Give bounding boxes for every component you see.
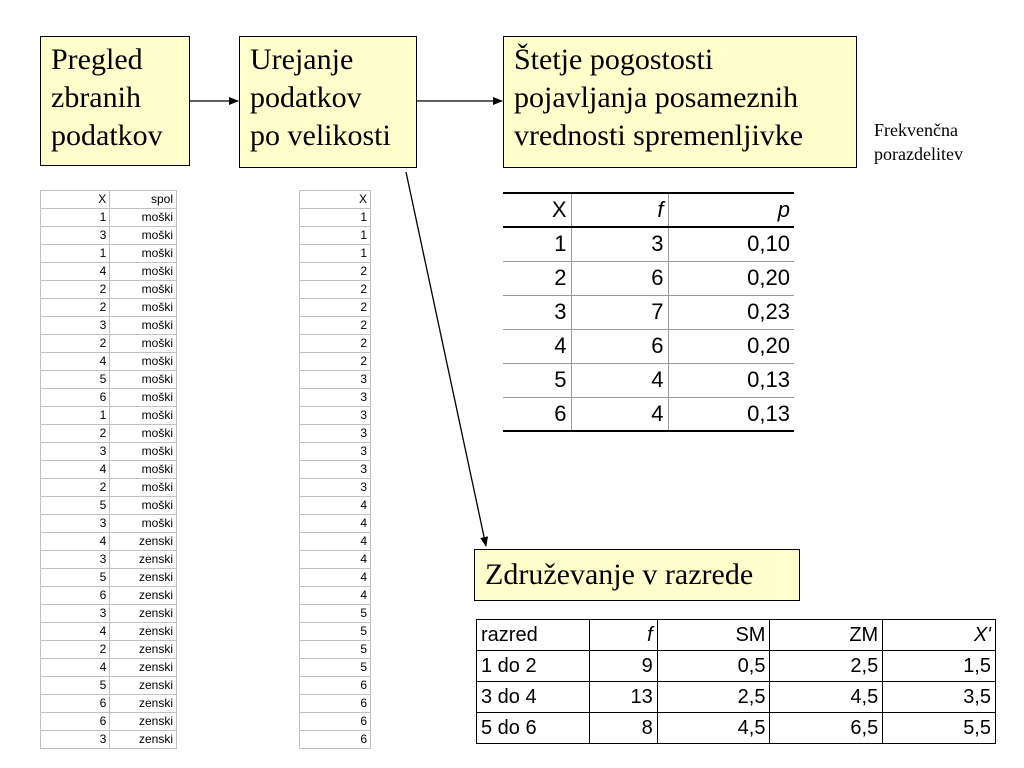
- sorted-cell-x: 3: [300, 371, 371, 389]
- raw-cell-x: 2: [41, 335, 110, 353]
- freq-cell-x: 5: [503, 363, 571, 397]
- raw-cell-spol: moški: [110, 497, 177, 515]
- sorted-cell-x: 2: [300, 299, 371, 317]
- class-row: [477, 713, 996, 744]
- class-cell-sm: 4,5: [657, 713, 770, 744]
- freq-header-x: X: [503, 193, 571, 227]
- raw-cell-spol: moški: [110, 371, 177, 389]
- step-counting-line-1: Štetje pogostosti: [514, 43, 714, 76]
- sorted-cell-x: 6: [300, 713, 371, 731]
- sorted-cell-x: 3: [300, 479, 371, 497]
- class-cell-razred: 3 do 4: [477, 682, 590, 713]
- sorted-cell-x: 3: [300, 461, 371, 479]
- freq-cell-x: 1: [503, 227, 571, 261]
- freq-header-p: p: [668, 193, 794, 227]
- arrow-sorted-to-grouping: [406, 172, 486, 546]
- sorted-cell-x: 2: [300, 317, 371, 335]
- raw-row: [41, 371, 177, 389]
- freq-cell-x: 6: [503, 397, 571, 431]
- sorted-cell-x: 5: [300, 659, 371, 677]
- raw-cell-x: 5: [41, 371, 110, 389]
- sorted-cell-x: 6: [300, 695, 371, 713]
- step-sorted-line-3: po velikosti: [250, 119, 391, 152]
- raw-cell-x: 4: [41, 533, 110, 551]
- sorted-row: [300, 389, 371, 407]
- sorted-row: [300, 515, 371, 533]
- frequency-table: [503, 192, 794, 432]
- raw-row: [41, 443, 177, 461]
- raw-cell-spol: zenski: [110, 587, 177, 605]
- sorted-row: [300, 479, 371, 497]
- freq-header-row: [503, 193, 794, 227]
- raw-row: [41, 299, 177, 317]
- raw-cell-x: 4: [41, 461, 110, 479]
- note-line-1: Frekvenčna: [874, 120, 958, 140]
- sorted-row: [300, 677, 371, 695]
- sorted-row: [300, 623, 371, 641]
- sorted-cell-x: 3: [300, 425, 371, 443]
- step-counting-line-2: pojavljanja posameznih: [514, 81, 799, 114]
- sorted-header-row: [300, 191, 371, 209]
- step-collected-line-1: Pregled: [51, 43, 143, 76]
- class-cell-f: 9: [589, 651, 657, 682]
- sorted-cell-x: 4: [300, 551, 371, 569]
- raw-cell-spol: zenski: [110, 713, 177, 731]
- raw-row: [41, 245, 177, 263]
- raw-cell-spol: moški: [110, 281, 177, 299]
- sorted-row: [300, 713, 371, 731]
- note-line-2: porazdelitev: [874, 144, 963, 164]
- raw-cell-spol: moški: [110, 389, 177, 407]
- raw-cell-x: 5: [41, 497, 110, 515]
- step-sorted-line-1: Urejanje: [250, 43, 354, 76]
- raw-cell-x: 1: [41, 209, 110, 227]
- raw-row: [41, 587, 177, 605]
- sorted-cell-x: 6: [300, 731, 371, 749]
- sorted-cell-x: 3: [300, 389, 371, 407]
- class-header-xprime: X': [883, 620, 996, 651]
- raw-row: [41, 713, 177, 731]
- raw-row: [41, 209, 177, 227]
- class-row: [477, 651, 996, 682]
- sorted-cell-x: 2: [300, 263, 371, 281]
- raw-cell-x: 2: [41, 641, 110, 659]
- class-table: [476, 619, 996, 744]
- raw-row: [41, 569, 177, 587]
- raw-cell-spol: moški: [110, 299, 177, 317]
- raw-row: [41, 623, 177, 641]
- raw-cell-spol: zenski: [110, 605, 177, 623]
- sorted-cell-x: 2: [300, 353, 371, 371]
- raw-row: [41, 551, 177, 569]
- sorted-cell-x: 2: [300, 335, 371, 353]
- sorted-cell-x: 3: [300, 443, 371, 461]
- freq-cell-x: 2: [503, 261, 571, 295]
- raw-cell-x: 6: [41, 713, 110, 731]
- freq-row: [503, 261, 794, 295]
- class-cell-xprime: 3,5: [883, 682, 996, 713]
- raw-row: [41, 335, 177, 353]
- raw-cell-x: 3: [41, 551, 110, 569]
- class-cell-xprime: 5,5: [883, 713, 996, 744]
- sorted-row: [300, 497, 371, 515]
- raw-row: [41, 281, 177, 299]
- raw-row: [41, 497, 177, 515]
- raw-row: [41, 605, 177, 623]
- class-cell-zm: 2,5: [770, 651, 883, 682]
- freq-cell-f: 3: [571, 227, 668, 261]
- sorted-row: [300, 245, 371, 263]
- raw-row: [41, 227, 177, 245]
- sorted-row: [300, 371, 371, 389]
- raw-cell-x: 3: [41, 443, 110, 461]
- sorted-row: [300, 461, 371, 479]
- raw-cell-spol: moški: [110, 335, 177, 353]
- raw-cell-spol: zenski: [110, 641, 177, 659]
- raw-cell-x: 2: [41, 425, 110, 443]
- freq-cell-f: 6: [571, 261, 668, 295]
- sorted-cell-x: 1: [300, 209, 371, 227]
- freq-header-f: f: [571, 193, 668, 227]
- raw-row: [41, 479, 177, 497]
- step-counting-line-3: vrednosti spremenljivke: [514, 119, 804, 152]
- class-cell-zm: 6,5: [770, 713, 883, 744]
- raw-cell-x: 6: [41, 587, 110, 605]
- sorted-row: [300, 695, 371, 713]
- raw-cell-x: 4: [41, 659, 110, 677]
- raw-row: [41, 515, 177, 533]
- raw-cell-spol: zenski: [110, 731, 177, 749]
- class-cell-razred: 5 do 6: [477, 713, 590, 744]
- raw-cell-spol: zenski: [110, 659, 177, 677]
- raw-cell-x: 3: [41, 605, 110, 623]
- freq-row: [503, 363, 794, 397]
- freq-cell-p: 0,20: [668, 329, 794, 363]
- sorted-row: [300, 209, 371, 227]
- sorted-row: [300, 335, 371, 353]
- raw-cell-x: 1: [41, 245, 110, 263]
- raw-header-x: X: [41, 191, 110, 209]
- raw-cell-spol: moški: [110, 443, 177, 461]
- raw-cell-spol: zenski: [110, 695, 177, 713]
- raw-cell-x: 4: [41, 263, 110, 281]
- raw-row: [41, 695, 177, 713]
- raw-cell-x: 2: [41, 299, 110, 317]
- sorted-cell-x: 4: [300, 515, 371, 533]
- freq-cell-x: 3: [503, 295, 571, 329]
- sorted-row: [300, 281, 371, 299]
- sorted-cell-x: 3: [300, 407, 371, 425]
- sorted-cell-x: 4: [300, 497, 371, 515]
- freq-cell-p: 0,13: [668, 363, 794, 397]
- raw-row: [41, 317, 177, 335]
- class-header-zm: ZM: [770, 620, 883, 651]
- class-cell-sm: 0,5: [657, 651, 770, 682]
- freq-cell-f: 7: [571, 295, 668, 329]
- step-grouping-label: Združevanje v razrede: [485, 558, 754, 591]
- sorted-row: [300, 299, 371, 317]
- class-header-sm: SM: [657, 620, 770, 651]
- sorted-row: [300, 533, 371, 551]
- freq-row: [503, 329, 794, 363]
- raw-row: [41, 263, 177, 281]
- raw-cell-spol: moški: [110, 317, 177, 335]
- sorted-row: [300, 641, 371, 659]
- sorted-row: [300, 659, 371, 677]
- freq-cell-f: 6: [571, 329, 668, 363]
- raw-cell-x: 3: [41, 317, 110, 335]
- raw-cell-x: 4: [41, 353, 110, 371]
- raw-row: [41, 407, 177, 425]
- sorted-row: [300, 353, 371, 371]
- sorted-row: [300, 551, 371, 569]
- class-cell-f: 13: [589, 682, 657, 713]
- raw-cell-spol: moški: [110, 209, 177, 227]
- step-sorted-line-2: podatkov: [250, 81, 362, 114]
- raw-cell-x: 2: [41, 281, 110, 299]
- raw-cell-spol: zenski: [110, 551, 177, 569]
- class-cell-xprime: 1,5: [883, 651, 996, 682]
- sorted-row: [300, 425, 371, 443]
- raw-cell-spol: moški: [110, 263, 177, 281]
- sorted-row: [300, 731, 371, 749]
- sorted-cell-x: 6: [300, 677, 371, 695]
- sorted-data-table: [299, 190, 371, 749]
- raw-cell-x: 1: [41, 407, 110, 425]
- raw-row: [41, 641, 177, 659]
- raw-cell-spol: moški: [110, 245, 177, 263]
- freq-cell-p: 0,23: [668, 295, 794, 329]
- raw-cell-spol: moški: [110, 461, 177, 479]
- sorted-cell-x: 4: [300, 533, 371, 551]
- sorted-row: [300, 263, 371, 281]
- sorted-row: [300, 407, 371, 425]
- sorted-row: [300, 227, 371, 245]
- raw-cell-x: 6: [41, 695, 110, 713]
- sorted-cell-x: 5: [300, 623, 371, 641]
- sorted-cell-x: 1: [300, 227, 371, 245]
- raw-cell-spol: moški: [110, 479, 177, 497]
- raw-cell-x: 5: [41, 677, 110, 695]
- class-header-f: f: [589, 620, 657, 651]
- raw-row: [41, 425, 177, 443]
- raw-cell-x: 6: [41, 389, 110, 407]
- sorted-cell-x: 1: [300, 245, 371, 263]
- freq-cell-f: 4: [571, 397, 668, 431]
- raw-data-table: [40, 190, 177, 749]
- class-cell-zm: 4,5: [770, 682, 883, 713]
- sorted-row: [300, 587, 371, 605]
- raw-cell-x: 3: [41, 515, 110, 533]
- raw-cell-spol: zenski: [110, 623, 177, 641]
- raw-cell-x: 5: [41, 569, 110, 587]
- freq-cell-p: 0,10: [668, 227, 794, 261]
- raw-cell-spol: moški: [110, 407, 177, 425]
- sorted-row: [300, 605, 371, 623]
- sorted-cell-x: 4: [300, 569, 371, 587]
- freq-cell-p: 0,13: [668, 397, 794, 431]
- raw-cell-spol: moški: [110, 515, 177, 533]
- raw-cell-spol: zenski: [110, 533, 177, 551]
- freq-row: [503, 227, 794, 261]
- raw-row: [41, 533, 177, 551]
- raw-cell-spol: zenski: [110, 677, 177, 695]
- sorted-cell-x: 2: [300, 281, 371, 299]
- raw-cell-spol: zenski: [110, 569, 177, 587]
- raw-cell-spol: moški: [110, 425, 177, 443]
- step-collected-line-2: zbranih: [51, 81, 141, 114]
- raw-row: [41, 461, 177, 479]
- class-row: [477, 682, 996, 713]
- class-cell-razred: 1 do 2: [477, 651, 590, 682]
- sorted-cell-x: 5: [300, 641, 371, 659]
- raw-cell-x: 4: [41, 623, 110, 641]
- freq-cell-p: 0,20: [668, 261, 794, 295]
- raw-header-spol: spol: [110, 191, 177, 209]
- raw-cell-spol: moški: [110, 227, 177, 245]
- class-header-razred: razred: [477, 620, 590, 651]
- raw-row: [41, 353, 177, 371]
- freq-cell-f: 4: [571, 363, 668, 397]
- freq-row: [503, 397, 794, 431]
- raw-cell-x: 2: [41, 479, 110, 497]
- sorted-row: [300, 443, 371, 461]
- raw-row: [41, 731, 177, 749]
- raw-cell-x: 3: [41, 227, 110, 245]
- sorted-header-x: X: [300, 191, 371, 209]
- class-cell-f: 8: [589, 713, 657, 744]
- sorted-row: [300, 317, 371, 335]
- step-collected-line-3: podatkov: [51, 119, 163, 152]
- raw-cell-spol: moški: [110, 353, 177, 371]
- raw-row: [41, 677, 177, 695]
- class-cell-sm: 2,5: [657, 682, 770, 713]
- raw-header-row: [41, 191, 177, 209]
- raw-row: [41, 659, 177, 677]
- freq-row: [503, 295, 794, 329]
- sorted-cell-x: 5: [300, 605, 371, 623]
- class-header-row: [477, 620, 996, 651]
- sorted-row: [300, 569, 371, 587]
- raw-cell-x: 3: [41, 731, 110, 749]
- sorted-cell-x: 4: [300, 587, 371, 605]
- freq-cell-x: 4: [503, 329, 571, 363]
- raw-row: [41, 389, 177, 407]
